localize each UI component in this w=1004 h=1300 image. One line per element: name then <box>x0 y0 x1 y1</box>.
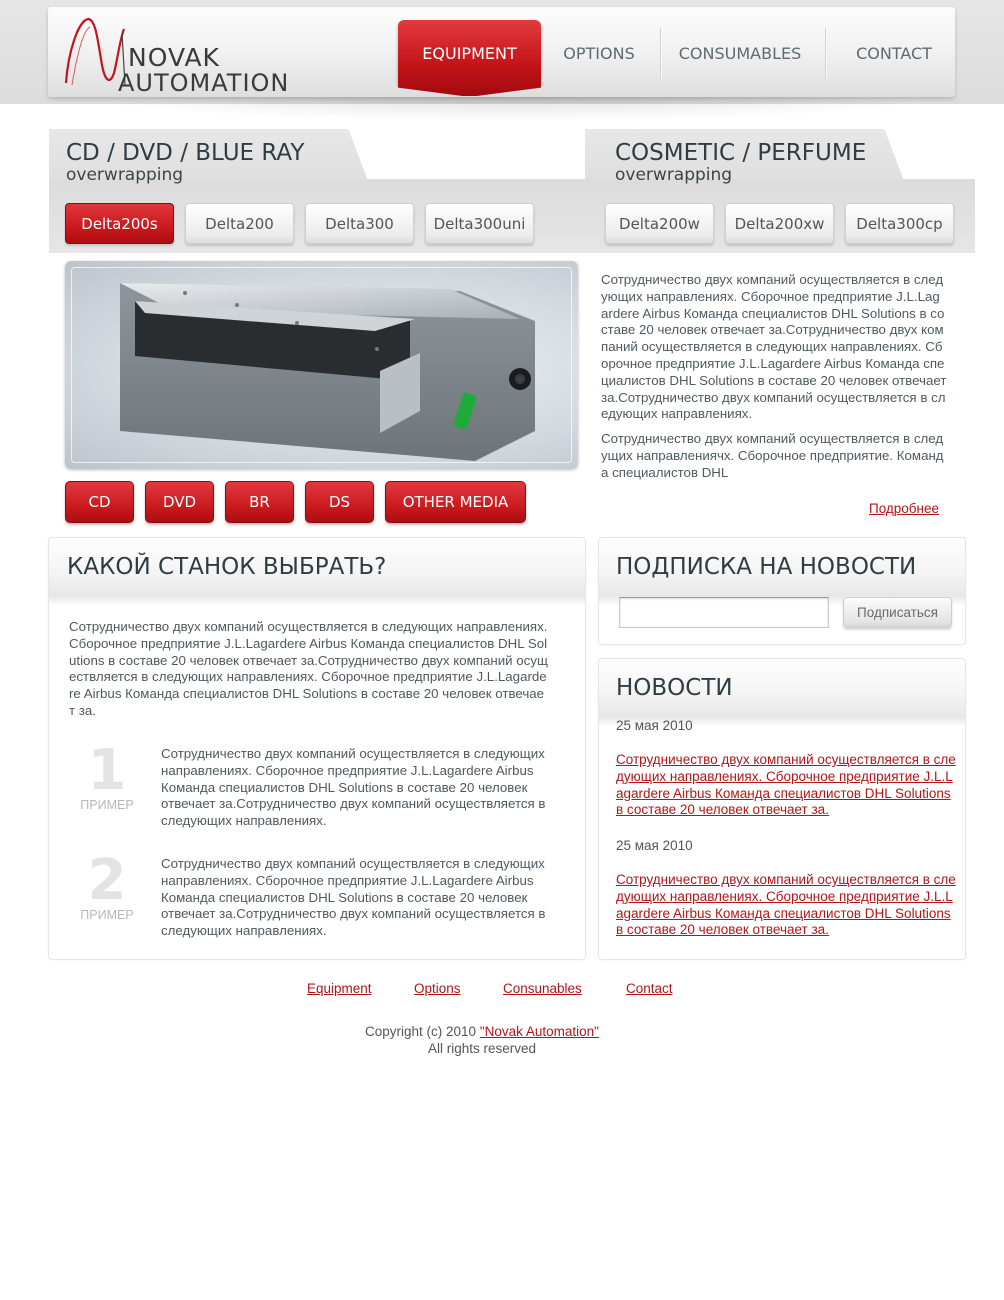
news-date: 25 мая 2010 <box>616 838 693 853</box>
subscribe-box <box>598 537 966 645</box>
example-text: Сотрудничество двух компаний осуществляется в следующих направлениях. Сборочное предприятие J.L.Lagardere Airbus Команда специалистов DHL Solutions в составе 20 человек отвечает за.Сотрудничество двух компаний осуществляется в следующих направлениях. <box>161 856 546 939</box>
news-title: НОВОСТИ <box>616 675 733 701</box>
media-button-br[interactable]: BR <box>225 481 294 523</box>
choose-title: КАКОЙ СТАНОК ВЫБРАТЬ? <box>67 554 387 580</box>
product-image-inner-border <box>71 267 572 463</box>
model-button-delta300[interactable]: Delta300 <box>305 203 414 244</box>
nav-item-label: EQUIPMENT <box>422 44 517 63</box>
footer-link-options[interactable]: Options <box>414 981 461 996</box>
rights-text: All rights reserved <box>427 1041 537 1056</box>
news-date: 25 мая 2010 <box>616 718 693 733</box>
copyright <box>300 1023 664 1057</box>
category-title: COSMETIC / PERFUME <box>615 140 867 166</box>
media-button-other[interactable]: OTHER MEDIA <box>385 481 526 523</box>
model-button-delta200w[interactable]: Delta200w <box>605 203 714 244</box>
example-text: Сотрудничество двух компаний осуществляется в следующих направлениях. Сборочное предприятие J.L.Lagardere Airbus Команда специалистов DHL Solutions в составе 20 человек отвечает за.Сотрудничество двух компаний осуществляется в следующих направлениях. <box>161 746 546 829</box>
copyright-text: Copyright (c) 2010 <box>365 1024 477 1039</box>
model-button-delta200xw[interactable]: Delta200xw <box>725 203 834 244</box>
choose-machine-box <box>48 537 586 960</box>
nav-item-label: CONTACT <box>856 44 932 63</box>
category-title: CD / DVD / BLUE RAY <box>66 140 305 166</box>
logo-line-1: NOVAK <box>128 43 220 72</box>
intro-paragraph: Сотрудничество двух компаний осуществляется в следующих направлениях. Сборочное предприятие J.L.Lagardere Airbus Команда специалистов DHL Solutions в составе 20 человек отвечает за.Сотрудничество двух компаний осуществляется в следующих направлениях. Сборочное предприятие J.L.Lagardere Airbus Команда специалистов DHL Solutions в составе 20 человек отвечает за.Сотрудничество двух компаний осуществляется в следующих направлениях. <box>601 272 947 422</box>
header <box>48 7 955 97</box>
intro-text <box>601 272 947 490</box>
nav-divider <box>825 28 826 78</box>
example-label: ПРИМЕР <box>80 798 134 812</box>
nav-item-options[interactable] <box>548 20 650 84</box>
copyright-link[interactable]: "Novak Automation" <box>479 1024 599 1039</box>
product-image <box>65 261 578 469</box>
media-button-ds[interactable]: DS <box>305 481 374 523</box>
example-number: 1 <box>87 738 127 803</box>
footer-link-contact[interactable]: Contact <box>626 981 673 996</box>
news-link[interactable]: Сотрудничество двух компаний осуществляется в следующих направлениях. Сборочное предприятие J.L.Lagardere Airbus Команда специалистов DHL Solutions в составе 20 человек отвечает за. <box>616 752 956 818</box>
logo-line-2: AUTOMATION <box>118 69 290 97</box>
category-subtitle: overwrapping <box>615 165 733 185</box>
model-button-delta200[interactable]: Delta200 <box>185 203 294 244</box>
model-button-delta300cp[interactable]: Delta300cp <box>845 203 954 244</box>
subscribe-title: ПОДПИСКА НА НОВОСТИ <box>616 554 917 580</box>
category-panel-cosmetic <box>585 129 975 253</box>
subscribe-button[interactable]: Подписаться <box>843 597 952 628</box>
nav-item-label: CONSUMABLES <box>678 44 802 63</box>
header-shadow <box>80 97 940 121</box>
media-button-dvd[interactable]: DVD <box>145 481 214 523</box>
intro-paragraph: Сотрудничество двух компаний осуществляется в следущих направлениячх. Сборочное предприятие. Команда специалистов DHL <box>601 431 944 480</box>
example-item <box>49 738 585 846</box>
footer-link-equipment[interactable]: Equipment <box>307 981 372 996</box>
nav-item-consumables[interactable] <box>672 20 808 84</box>
news-link[interactable]: Сотрудничество двух компаний осуществляется в следующих направлениях. Сборочное предприятие J.L.Lagardere Airbus Команда специалистов DHL Solutions в составе 20 человек отвечает за. <box>616 872 956 938</box>
media-button-cd[interactable]: CD <box>65 481 134 523</box>
model-button-delta300uni[interactable]: Delta300uni <box>425 203 534 244</box>
more-link[interactable]: Подробнее <box>869 501 940 516</box>
category-subtitle: overwrapping <box>66 165 184 185</box>
category-panel-cd-dvd <box>49 129 585 253</box>
example-label: ПРИМЕР <box>80 908 134 922</box>
example-number: 2 <box>87 848 127 913</box>
nav-item-label: OPTIONS <box>563 44 635 63</box>
subscribe-email-input[interactable] <box>619 597 829 628</box>
nav-active-tip <box>398 84 541 96</box>
logo[interactable] <box>62 13 332 97</box>
news-box <box>598 658 966 960</box>
example-item <box>49 848 585 956</box>
choose-intro-text: Сотрудничество двух компаний осуществляется в следующих направлениях. Сборочное предприятие J.L.Lagardere Airbus Команда специалистов DHL Solutions в составе 20 человек отвечает за.Сотрудничество двух компаний осуществляется в следующих направлениях. Сборочное предприятие J.L.Lagardere Airbus Команда специалистов DHL Solutions в составе 20 человек отвечает за. <box>69 619 548 718</box>
nav-item-equipment[interactable] <box>398 20 541 84</box>
model-button-delta200s[interactable]: Delta200s <box>65 203 174 244</box>
nav-divider <box>660 28 661 78</box>
footer-link-consumables[interactable]: Consunables <box>503 981 582 996</box>
nav-item-contact[interactable] <box>836 20 952 84</box>
